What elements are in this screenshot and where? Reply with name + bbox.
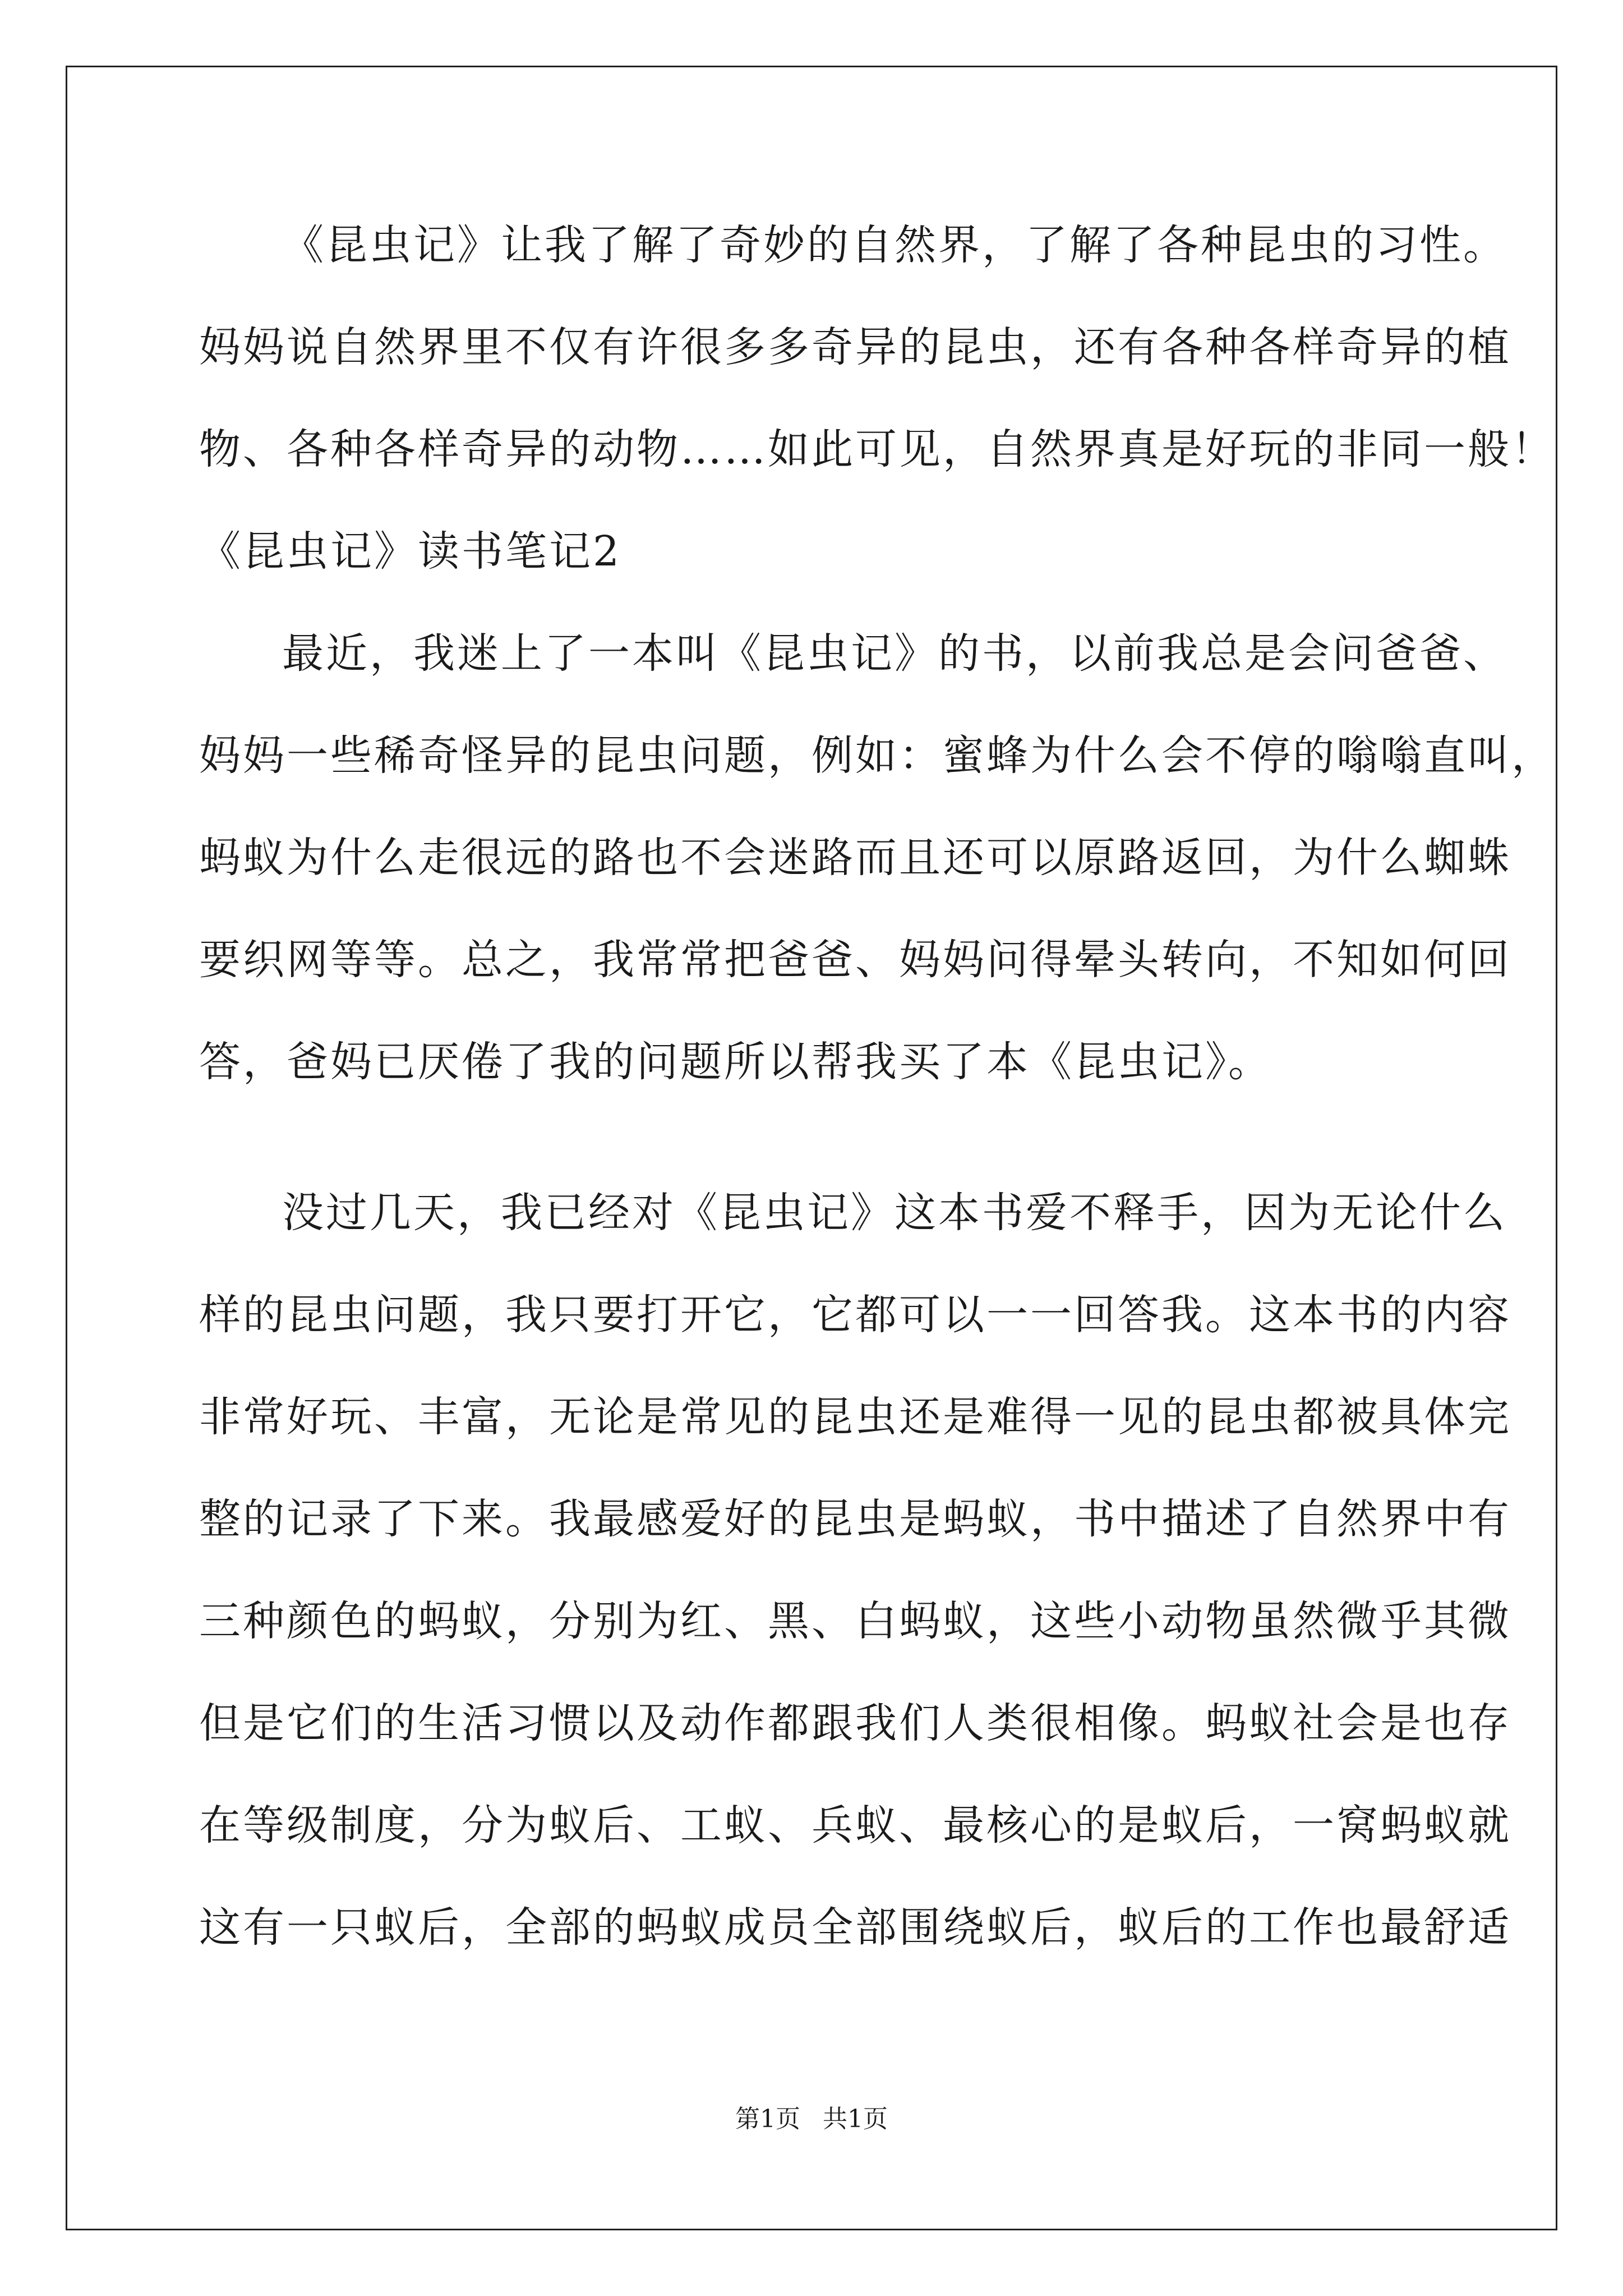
paragraph-line: 样的昆虫问题，我只要打开它，它都可以一一回答我。这本书的内容 [199,1291,1511,1339]
page-number-total: 共1页 [823,2105,888,2133]
paragraph-line: 最近，我迷上了一本叫《昆虫记》的书，以前我总是会问爸爸、 [282,629,1507,678]
paragraph-line: 答，爸妈已厌倦了我的问题所以帮我买了本《昆虫记》。 [199,1038,1272,1086]
paragraph-line: 物、各种各样奇异的动物……如此可见，自然界真是好玩的非同一般！ [199,425,1555,473]
page-number-current: 第1页 [735,2105,800,2133]
paragraph-line: 妈妈说自然界里不仅有许很多多奇异的昆虫，还有各种各样奇异的植 [199,323,1511,371]
paragraph-line: 非常好玩、丰富，无论是常见的昆虫还是难得一见的昆虫都被具体完 [199,1393,1511,1441]
paragraph-line: 妈妈一些稀奇怪异的昆虫问题，例如：蜜蜂为什么会不停的嗡嗡直叫， [199,731,1555,780]
paragraph-line: 在等级制度，分为蚁后、工蚁、兵蚁、最核心的是蚁后，一窝蚂蚁就 [199,1801,1511,1849]
paragraph-line: 但是它们的生活习惯以及动作都跟我们人类很相像。蚂蚁社会是也存 [199,1699,1511,1747]
paragraph-line: 蚂蚁为什么走很远的路也不会迷路而且还可以原路返回，为什么蜘蛛 [199,834,1511,882]
paragraph-line: 这有一只蚁后，全部的蚂蚁成员全部围绕蚁后，蚁后的工作也最舒适 [199,1903,1511,1952]
section-heading: 《昆虫记》读书笔记2 [199,527,622,576]
paragraph-line: 没过几天，我已经对《昆虫记》这本书爱不释手，因为无论什么 [282,1189,1507,1237]
paragraph-line: 《昆虫记》让我了解了奇妙的自然界，了解了各种昆虫的习性。 [282,221,1507,269]
paragraph-line: 要织网等等。总之，我常常把爸爸、妈妈问得晕头转向，不知如何回 [199,936,1511,984]
paragraph-line: 三种颜色的蚂蚁，分别为红、黑、白蚂蚁，这些小动物虽然微乎其微 [199,1597,1511,1645]
page-footer [0,2102,1623,2136]
paragraph-line: 整的记录了下来。我最感爱好的昆虫是蚂蚁，书中描述了自然界中有 [199,1495,1511,1543]
